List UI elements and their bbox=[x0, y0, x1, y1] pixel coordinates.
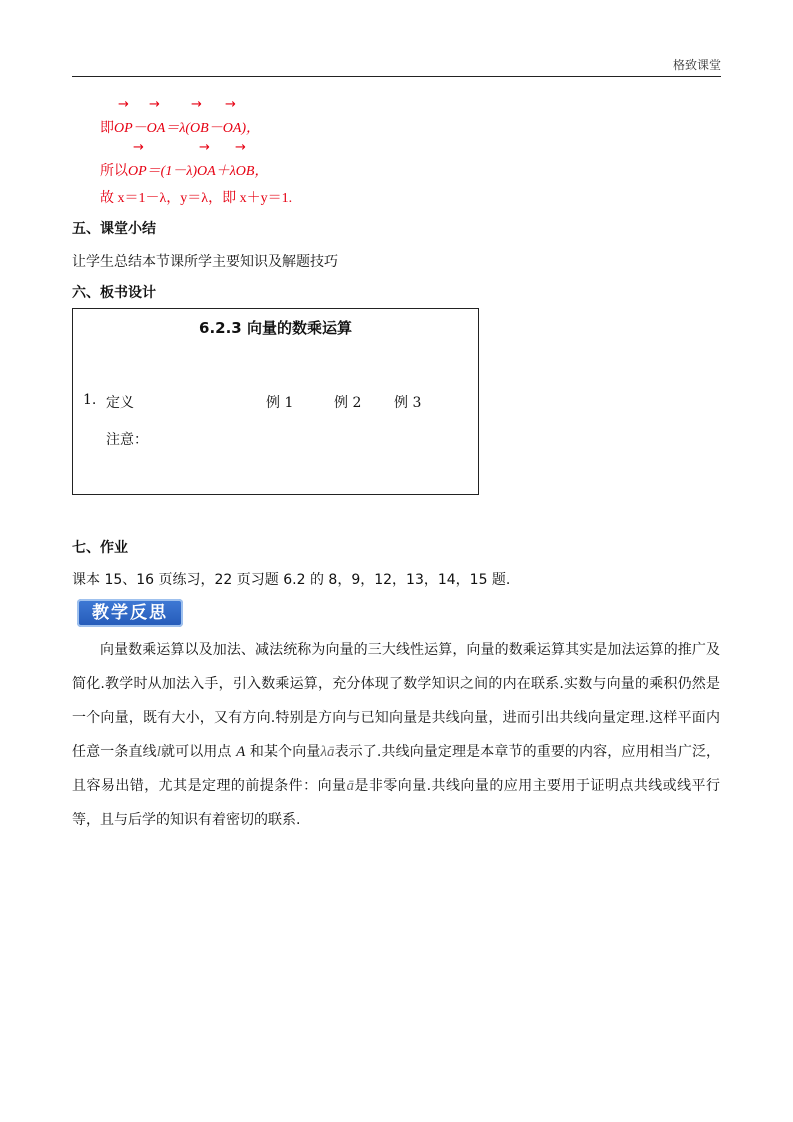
math-line-2-prefix: 所以 bbox=[100, 164, 128, 179]
board-title: 6.2.3 向量的数乘运算 bbox=[199, 319, 352, 337]
math-line-1-body: OP－OA＝λ(OB－OA)， bbox=[114, 121, 261, 136]
reflection-paragraph bbox=[72, 633, 720, 837]
math-line-1-prefix: 即 bbox=[100, 121, 114, 136]
section-seven-body: 课本 15、16 页练习，22 页习题 6.2 的 8，9，12，13，14，15 题. bbox=[72, 572, 511, 588]
reflection-text-3: 和某个向量 bbox=[249, 744, 321, 760]
vector-arrows-line1 bbox=[0, 97, 793, 111]
math-line-3: 故 x＝1－λ，y＝λ，即 x＋y＝1. bbox=[100, 191, 293, 206]
reflection-text-2: 就可以用点 bbox=[160, 744, 232, 760]
board-example-2: 例 2 bbox=[334, 395, 362, 411]
arrow-mark: → bbox=[225, 97, 236, 112]
arrow-mark: → bbox=[149, 97, 160, 112]
teaching-reflection-badge: 教学反思 bbox=[77, 599, 183, 627]
symbol-line-l: l bbox=[156, 744, 161, 760]
section-six-title: 六、板书设计 bbox=[72, 285, 156, 301]
board-example-1: 例 1 bbox=[266, 395, 294, 411]
arrow-mark: → bbox=[199, 140, 210, 155]
section-five-title: 五、课堂小结 bbox=[72, 221, 156, 237]
reflection-text-5: 是非零向量.共线向量的应用主要用于证明点共线或线平行等，且与后学的知识有着密切的联系. bbox=[72, 778, 721, 828]
math-line-2 bbox=[100, 160, 268, 180]
vector-arrows-line2 bbox=[0, 140, 793, 154]
board-note: 注意： bbox=[106, 432, 148, 448]
math-line-1 bbox=[100, 117, 260, 137]
arrow-mark: → bbox=[118, 97, 129, 112]
section-five-body: 让学生总结本节课所学主要知识及解题技巧 bbox=[72, 254, 338, 270]
reflection-text-1: 向量数乘运算以及加法、减法统称为向量的三大线性运算，向量的数乘运算其实是加法运算的推广及简化.教学时从加法入手，引入数乘运算，充分体现了数学知识之间的内在联系.实数与向量的乘积仍然是一个向量，既有大小，又有方向.特别是方向与已知向量是共线向量，进而引出共线向量定理.这样平面内任意一条直线 bbox=[72, 642, 720, 760]
blackboard-design-box bbox=[72, 308, 479, 495]
header-label: 格致课堂 bbox=[672, 58, 721, 72]
board-item-number: 1. bbox=[83, 392, 97, 408]
arrow-mark: → bbox=[191, 97, 202, 112]
header-rule bbox=[72, 76, 721, 77]
board-item-label: 定义 bbox=[106, 395, 134, 411]
symbol-vector-a: ā bbox=[346, 778, 354, 794]
arrow-mark: → bbox=[235, 140, 246, 155]
symbol-lambda-a: λā bbox=[320, 744, 335, 760]
arrow-mark: → bbox=[133, 140, 144, 155]
reflection-text-4: 表示了.共线向量定理是本章节的重要的内容，应用相当广泛，且容易出错，尤其是定理的前提条件：向量 bbox=[72, 744, 721, 794]
board-example-3: 例 3 bbox=[394, 395, 422, 411]
symbol-point-a: A bbox=[236, 744, 246, 760]
math-line-2-body: OP＝(1－λ)OA＋λOB， bbox=[128, 164, 269, 179]
section-seven-title: 七、作业 bbox=[72, 540, 128, 556]
